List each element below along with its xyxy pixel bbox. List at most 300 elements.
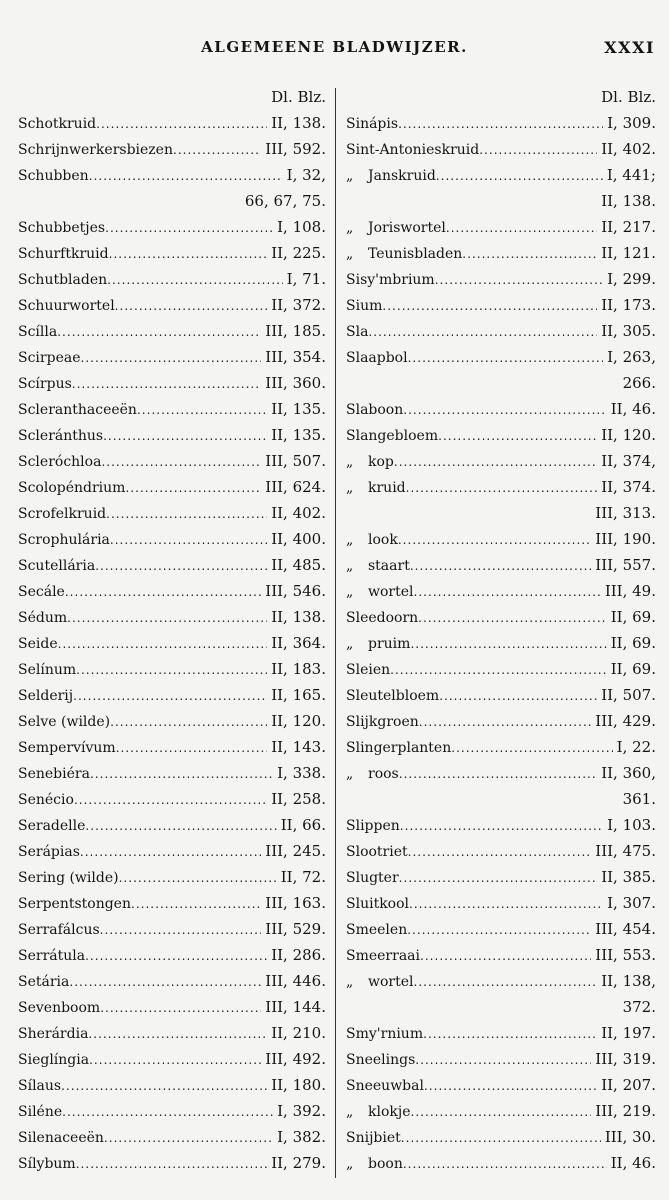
entry-reference: III, 546. [265,582,326,600]
leader-dots [103,423,267,449]
entry-term [346,605,418,631]
entry-term-text: Secále [18,584,65,600]
leader-dots [62,1099,273,1125]
entry-term [346,1125,401,1151]
entry-term-text: boon [368,1156,403,1172]
leader-dots [407,917,591,943]
entry-reference: III, 624. [265,478,326,496]
index-entry [18,1046,326,1072]
index-entry [18,656,326,682]
index-entry [18,786,326,812]
entry-term-text: Sneelings [346,1052,416,1068]
entry-reference: II, 135. [271,426,326,444]
leader-dots [173,137,261,163]
entry-term [18,1099,62,1125]
entry-term-text: Sium [346,298,383,314]
index-entry [18,214,326,240]
entry-term-text: klokje [368,1104,411,1120]
index-entry [18,292,326,318]
entry-reference: II, 138. [271,114,326,132]
entry-term-text: Seradelle [18,818,86,834]
entry-term-text: Seide [18,636,58,652]
entry-term [18,293,115,319]
leader-dots [479,137,597,163]
leader-dots [72,371,262,397]
entry-term [18,501,106,527]
entry-term-text: Slippen [346,818,400,834]
leader-dots [74,787,267,813]
entry-reference: II, 279. [271,1154,326,1172]
index-entry [346,240,656,266]
entry-term [346,345,408,371]
index-entry [18,838,326,864]
entry-reference: II, 225. [271,244,326,262]
entry-term [346,475,406,501]
entry-term [18,579,65,605]
entry-reference: I, 103. [607,816,656,834]
index-entry [346,448,656,474]
entry-term [18,423,103,449]
entry-term-text: Slangebloem [346,428,439,444]
entry-term [18,137,173,163]
entry-term [346,1151,403,1177]
entry-term [18,111,96,137]
index-entry [346,1046,656,1072]
index-entry [346,994,656,1020]
entry-term [346,891,409,917]
leader-dots [110,709,267,735]
entry-term [346,215,446,241]
entry-reference: II, 400. [271,530,326,548]
leader-dots [406,475,598,501]
leader-dots [403,397,606,423]
entry-reference: III, 219. [595,1102,656,1120]
index-entry [346,188,656,214]
leader-dots [58,631,268,657]
entry-reference: II, 207. [601,1076,656,1094]
entry-reference: 372. [622,998,656,1016]
leader-dots [408,345,604,371]
entry-reference: III, 475. [595,842,656,860]
index-entry [18,812,326,838]
entry-reference: II, 138. [601,192,656,210]
entry-term-text: Siléne [18,1104,63,1120]
leader-dots [85,943,267,969]
entry-reference: II, 180. [271,1076,326,1094]
leader-dots [446,215,597,241]
index-entry [18,500,326,526]
entry-reference: III, 557. [595,556,656,574]
entry-reference: II, 360, [601,764,656,782]
entry-reference: III, 354. [265,348,326,366]
entry-reference: III, 313. [595,504,656,522]
leader-dots [451,735,612,761]
index-entry [346,370,656,396]
leader-dots [96,111,267,137]
entry-term [18,787,74,813]
entry-term-text: Scleróchloa [18,454,102,470]
index-entry [346,682,656,708]
leader-dots [125,475,261,501]
entry-term-text: Sílybum [18,1156,76,1172]
index-entry [346,162,656,188]
index-entry [18,110,326,136]
entry-term-text: Sieglíngia [18,1052,90,1068]
index-entry [346,110,656,136]
index-entry [18,604,326,630]
index-entry [346,292,656,318]
entry-term [18,163,89,189]
index-entry [346,942,656,968]
entry-reference: II, 138, [601,972,656,990]
index-entry [18,734,326,760]
index-entry [346,526,656,552]
index-entry [346,500,656,526]
index-entry [346,864,656,890]
entry-reference: II, 258. [271,790,326,808]
entry-reference: II, 402. [271,504,326,522]
ditto-mark: „ [346,1156,354,1172]
entry-term [18,1125,104,1151]
entry-term-text: pruim [368,636,411,652]
entry-term-text: Sevenboom [18,1000,101,1016]
leader-dots [65,579,261,605]
entry-reference: III, 245. [265,842,326,860]
entry-reference: III, 185. [265,322,326,340]
entry-term-text: Scolopéndrium [18,480,126,496]
leader-dots [104,1125,273,1151]
index-entry [346,786,656,812]
entry-reference: II, 372. [271,296,326,314]
entry-term-text: Selve (wilde) [18,714,111,730]
entry-term [18,553,95,579]
entry-term [18,865,119,891]
leader-dots [424,1073,597,1099]
entry-reference: III, 429. [595,712,656,730]
entry-term [346,319,368,345]
leader-dots [418,605,607,631]
index-entry [18,1020,326,1046]
entry-term-text: Janskruid [368,168,436,184]
index-entry [346,1098,656,1124]
entry-reference: III, 553. [595,946,656,964]
entry-term-text: Senebiéra [18,766,90,782]
entry-term-text: Silenaceeën [18,1130,104,1146]
leader-dots [105,215,273,241]
index-entry [346,552,656,578]
entry-term-text: Selderij [18,688,74,704]
entry-term-text: Joriswortel [368,220,446,236]
entry-term [346,813,400,839]
index-entry [18,760,326,786]
entry-term-text: Sering (wilde) [18,870,119,886]
entry-reference: II, 374, [601,452,656,470]
index-entry [346,708,656,734]
entry-reference: II, 72. [280,868,326,886]
entry-term-text: Schotkruid [18,116,97,132]
leader-dots [106,501,267,527]
index-entry [18,422,326,448]
entry-term [346,1099,411,1125]
index-entry [18,682,326,708]
leader-dots [398,111,603,137]
index-entry [346,890,656,916]
entry-reference: I, 338. [277,764,326,782]
index-column-right [346,84,656,1176]
index-entry [346,968,656,994]
entry-term [18,995,100,1021]
entry-reference: III, 360. [265,374,326,392]
leader-dots [411,1099,592,1125]
leader-dots [137,397,267,423]
leader-dots [438,423,597,449]
entry-reference: III, 492. [265,1050,326,1068]
entry-reference: III, 49. [604,582,656,600]
leader-dots [89,163,283,189]
entry-term-text: roos [368,766,399,782]
leader-dots [394,449,597,475]
leader-dots [109,241,268,267]
leader-dots [100,917,262,943]
index-entry [346,838,656,864]
ditto-mark: „ [346,766,354,782]
entry-term-text: Slingerplanten [346,740,452,756]
entry-term [18,605,67,631]
ditto-mark: „ [346,532,354,548]
leader-dots [398,527,591,553]
entry-term [18,397,137,423]
entry-term [346,917,407,943]
leader-dots [89,1047,261,1073]
entry-term-text: Sleien [346,662,391,678]
leader-dots [88,1021,267,1047]
entry-term-text: wortel [368,974,414,990]
entry-term [346,397,403,423]
leader-dots [67,605,267,631]
index-entry [18,318,326,344]
index-entry [346,1124,656,1150]
leader-dots [57,319,261,345]
index-entry [18,552,326,578]
ditto-mark: „ [346,1104,354,1120]
entry-term [18,319,57,345]
leader-dots [410,631,606,657]
entry-term [346,449,394,475]
leader-dots [409,891,603,917]
index-entry [18,578,326,604]
entry-term-text: Sleutelbloem [346,688,440,704]
entry-reference: II, 286. [271,946,326,964]
leader-dots [107,267,283,293]
entry-term-text: Slugter [346,870,399,886]
leader-dots [76,657,267,683]
index-entry [18,344,326,370]
entry-reference: 361. [622,790,656,808]
entry-term-text: Scleranthaceeën [18,402,137,418]
column-heading: Dl. Blz. [601,88,656,106]
index-entry [346,1072,656,1098]
entry-reference: II, 210. [271,1024,326,1042]
index-entry [346,916,656,942]
entry-term [18,839,80,865]
entry-term-text: Slaapbol [346,350,408,366]
entry-reference: II, 507. [601,686,656,704]
leader-dots [85,813,276,839]
entry-term [18,449,101,475]
entry-reference: II, 305. [601,322,656,340]
entry-term [346,293,382,319]
entry-reference: III, 592. [265,140,326,158]
entry-reference: 66, 67, 75. [244,192,326,210]
entry-reference: II, 69. [610,634,656,652]
leader-dots [131,891,261,917]
entry-reference: II, 69. [610,608,656,626]
entry-term-text: Scílla [18,324,58,340]
entry-term [18,761,90,787]
entry-reference: I, 441; [606,166,656,184]
entry-reference: II, 69. [610,660,656,678]
entry-term-text: Selínum [18,662,77,678]
entry-term [346,865,399,891]
leader-dots [415,1047,591,1073]
entry-term [18,709,110,735]
entry-term [18,1021,88,1047]
entry-term-text: Schubben [18,168,89,184]
entry-reference: II, 120. [601,426,656,444]
entry-reference: III, 454. [595,920,656,938]
index-entry [18,162,326,188]
leader-dots [403,1151,607,1177]
entry-term-text: Sempervívum [18,740,116,756]
entry-term-text: Serpentstongen [18,896,131,912]
entry-term-text: Schrijnwerkersbiezen [18,142,173,158]
leader-dots [115,293,268,319]
entry-term [346,761,399,787]
entry-term [346,553,410,579]
index-entry [346,422,656,448]
index-entry [346,760,656,786]
leader-dots [100,995,261,1021]
index-entry [18,1150,326,1176]
entry-reference: I, 71. [286,270,326,288]
leader-dots [408,839,592,865]
index-entry [18,370,326,396]
entry-term-text: kop [368,454,394,470]
entry-reference: II, 135. [271,400,326,418]
entry-term-text: Sluitkool [346,896,410,912]
leader-dots [110,527,267,553]
index-entry [346,214,656,240]
ditto-mark: „ [346,480,354,496]
entry-term-text: kruid [368,480,406,496]
entry-term [346,137,479,163]
entry-term [346,839,408,865]
leader-dots [116,735,268,761]
entry-term [18,267,107,293]
entry-term [346,943,420,969]
leader-dots [76,1151,267,1177]
index-entry [346,136,656,162]
entry-reference: II, 402. [601,140,656,158]
entry-term [18,1047,89,1073]
index-entry [18,396,326,422]
entry-term [346,423,438,449]
page-header [0,38,669,58]
entry-term [18,657,76,683]
index-entry [346,318,656,344]
entry-reference: I, 299. [607,270,656,288]
index-entry [18,968,326,994]
entry-term-text: Slijkgroen [346,714,419,730]
entry-term-text: Scrophulária [18,532,110,548]
ditto-mark: „ [346,584,354,600]
entry-reference: II, 485. [271,556,326,574]
entry-reference: III, 507. [265,452,326,470]
leader-dots [410,553,591,579]
entry-reference: II, 183. [271,660,326,678]
entry-term-text: Scírpus [18,376,72,392]
entry-term [346,631,410,657]
leader-dots [69,969,261,995]
entry-reference: I, 392. [277,1102,326,1120]
leader-dots [73,683,267,709]
entry-reference: III, 144. [265,998,326,1016]
entry-reference: I, 108. [277,218,326,236]
entry-term-text: Serrafálcus [18,922,100,938]
entry-term [346,1047,415,1073]
ditto-mark: „ [346,558,354,574]
leader-dots [101,449,261,475]
entry-reference: II, 374. [601,478,656,496]
entry-reference: I, 382. [277,1128,326,1146]
entry-term [18,943,85,969]
leader-dots [382,293,597,319]
entry-term-text: Sílaus [18,1078,62,1094]
leader-dots [423,1021,597,1047]
leader-dots [90,761,273,787]
entry-term-text: Schutbladen [18,272,108,288]
leader-dots [419,709,592,735]
entry-term [18,345,80,371]
ditto-mark: „ [346,246,354,262]
entry-reference: II, 143. [271,738,326,756]
entry-term-text: wortel [368,584,414,600]
entry-term-text: Snijbiet [346,1130,401,1146]
entry-term-text: Scirpeae [18,350,81,366]
entry-term [18,631,58,657]
entry-reference: I, 22. [616,738,656,756]
entry-term-text: Smeerraai [346,948,420,964]
index-entry [346,812,656,838]
leader-dots [439,683,597,709]
index-entry [346,656,656,682]
leader-dots [61,1073,267,1099]
entry-reference: II, 46. [610,400,656,418]
entry-term-text: Sla [346,324,369,340]
entry-term-text: staart [368,558,410,574]
entry-term-text: Sleedoorn [346,610,419,626]
leader-dots [95,553,267,579]
leader-dots [80,839,261,865]
leader-dots [368,319,597,345]
entry-term [18,1151,76,1177]
index-entry [346,604,656,630]
entry-reference: II, 46. [610,1154,656,1172]
index-entry [18,942,326,968]
index-entry [18,526,326,552]
entry-term-text: look [368,532,398,548]
running-title: ALGEMEENE BLADWIJZER. [201,38,468,56]
